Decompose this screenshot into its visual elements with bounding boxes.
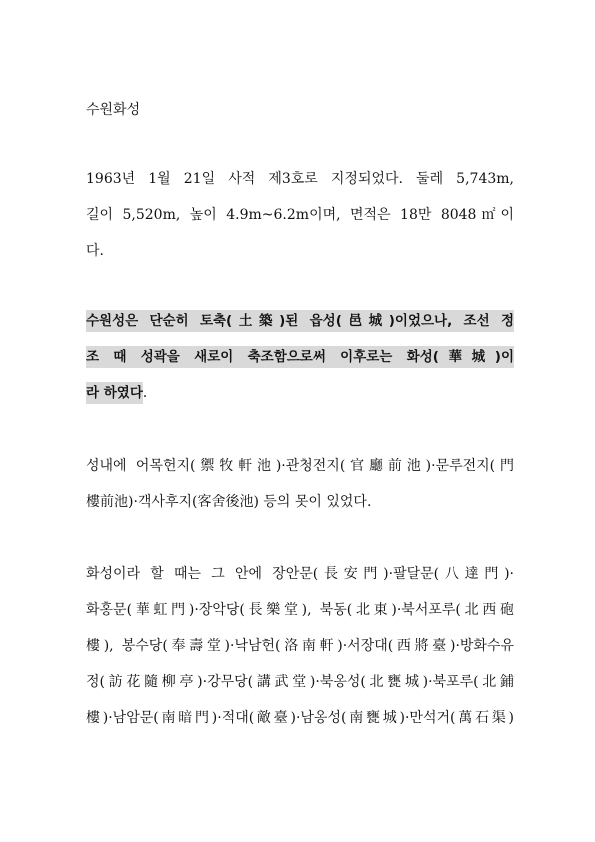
highlighted-text: 라 하였다 [86,382,143,404]
paragraph-line: 길이 5,520m, 높이 4.9m~6.2m이며, 면적은 18만 8048㎡이 [86,207,514,223]
paragraph-ponds [86,448,514,520]
trailing-period: . [142,385,148,401]
paragraph-line [86,303,514,339]
paragraph-line: 정(訪花隨柳亭)·강무당(講武堂)·북옹성(北甕城)·북포루(北鋪 [86,674,514,690]
paragraph-line: 1963년 1월 21일 사적 제3호로 지정되었다. 둘레 5,743m, [86,171,514,187]
paragraph-designation [86,161,514,269]
paragraph-line: 성내에 어목헌지(禦牧軒池)·관청전지(官廳前池)·문루전지(門 [86,458,514,474]
paragraph-line: 화성이라 할 때는 그 안에 장안문(長安門)·팔달문(八達門)· [86,566,514,582]
document-page [86,0,514,842]
paragraph-line [86,375,514,411]
paragraph-structures [86,556,514,736]
paragraph-line: 화홍문(華虹門)·장악당(長樂堂), 북동(北東)·북서포루(北西砲 [86,602,514,618]
paragraph-line [86,339,514,375]
paragraph-history-highlighted [86,303,514,411]
highlighted-text: 수원성은 단순히 토축(土築)된 읍성(邑城)이었으나, 조선 정 [86,310,514,332]
paragraph-line: 樓), 봉수당(奉壽堂)·낙남헌(洛南軒)·서장대(西將臺)·방화수유 [86,638,514,654]
paragraph-line: 樓前池)·객사후지(客舍後池) 등의 못이 있었다. [86,494,372,510]
highlighted-text: 조 때 성곽을 새로이 축조함으로써 이후로는 화성(華城)이 [86,346,514,368]
document-title: 수원화성 [86,102,141,118]
paragraph-line: 다. [86,243,104,259]
paragraph-line: 樓)·남암문(南暗門)·적대(敵臺)·남옹성(南甕城)·만석거(萬石渠) [86,710,514,726]
